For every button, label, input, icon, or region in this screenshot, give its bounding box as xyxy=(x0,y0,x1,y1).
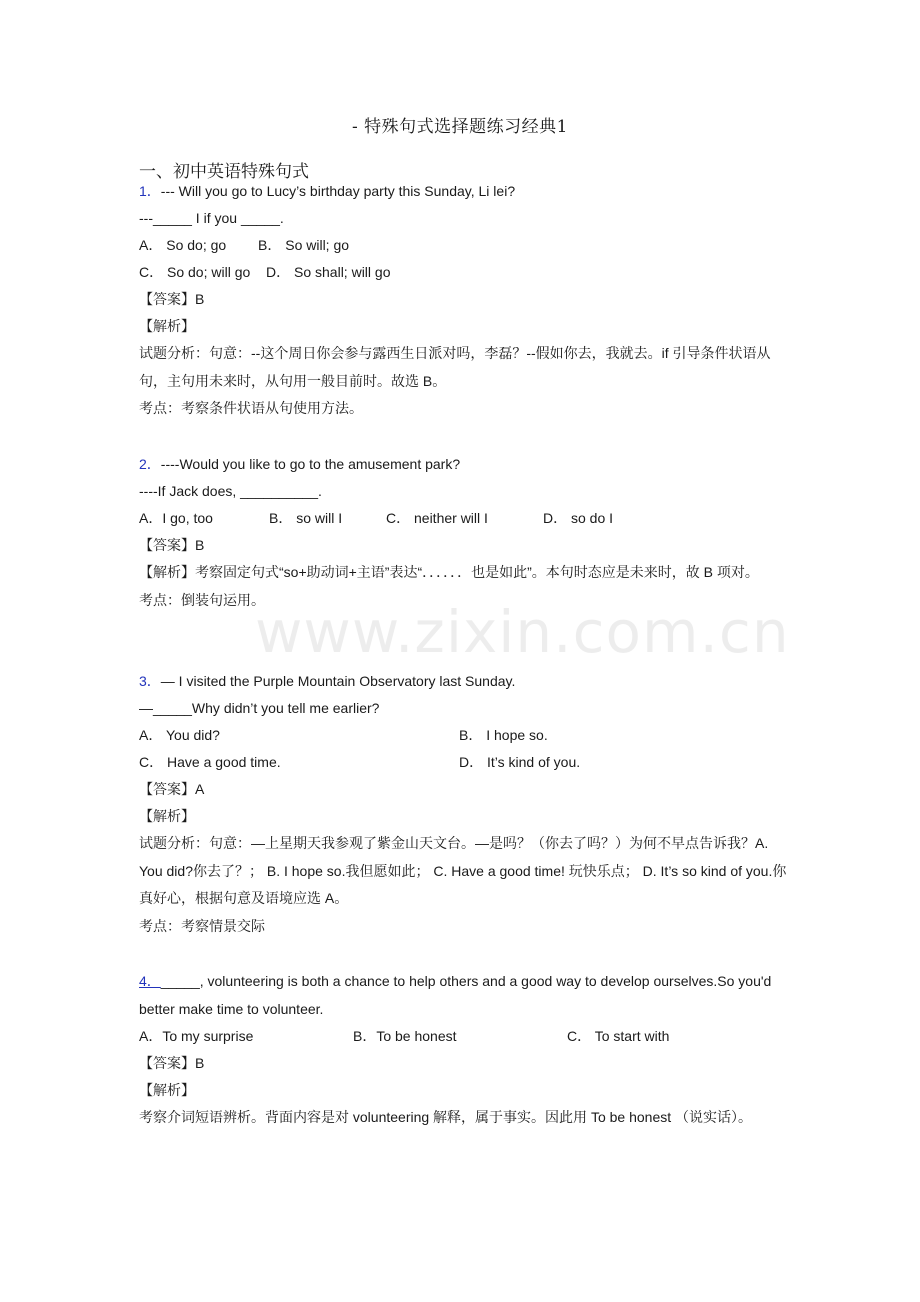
option-a: A．To my surprise xyxy=(139,1028,254,1044)
analysis-text: 【解析】考察固定句式“so+助动词+主语”表达“．．．．．．也是如此”。本句时态应是未来时，故 B 项对。 xyxy=(139,564,759,580)
analysis-label: 【解析】 xyxy=(139,808,195,824)
option-c: C． Have a good time. xyxy=(139,754,281,770)
analysis-text: 试题分析：句意：—上星期天我参观了紫金山天文台。—是吗？（你去了吗？）为何不早点告诉我？A. You did?你去了？； B. I hope so.我但愿如此； C. Have a good time! 玩快乐点； D. It’s so kind of you.你真好心，根据句意及语境应选 A。 xyxy=(139,835,787,906)
option-c: C． So do; will go xyxy=(139,264,251,280)
option-a: A． You did? xyxy=(139,727,220,743)
question-number: 3． xyxy=(139,673,161,689)
question-number: 1． xyxy=(139,183,161,199)
watermark: www.zixin.com.cn xyxy=(255,598,790,666)
option-b: B． I hope so. xyxy=(459,727,548,743)
question-reply: ---_____ I if you _____. xyxy=(139,210,284,226)
question-3 xyxy=(139,668,789,940)
question-text: _____, volunteering is both a chance to help others and a good way to develop ourselves.So you'd better make time to volunteer. xyxy=(139,973,772,1017)
analysis-text: 考察介词短语辨析。背面内容是对 volunteering 解释，属于事实。因此用 To be honest （说实话）。 xyxy=(139,1109,753,1125)
question-text: ----Would you like to go to the amusement park? xyxy=(160,456,461,472)
option-d: D． So shall; will go xyxy=(266,264,391,280)
answer: 【答案】A xyxy=(139,781,205,797)
section-heading: 一、初中英语特殊句式 xyxy=(139,162,309,182)
option-c: C． To start with xyxy=(567,1028,670,1044)
answer: 【答案】B xyxy=(139,291,205,307)
question-text: — I visited the Purple Mountain Observatory last Sunday. xyxy=(160,673,516,689)
analysis-label: 【解析】 xyxy=(139,318,195,334)
analysis-text: 试题分析：句意：--这个周日你会参与露西生日派对吗，李磊？--假如你去，我就去。if 引导条件状语从句，主句用未来时，从句用一般目前时。故选 B。 xyxy=(139,345,771,389)
answer: 【答案】B xyxy=(139,1055,205,1071)
question-number: 2． xyxy=(139,456,161,472)
answer: 【答案】B xyxy=(139,537,205,553)
page-title: - 特殊句式选择题练习经典1 xyxy=(352,117,568,137)
option-d: D． so do I xyxy=(543,510,614,526)
option-b: B． So will; go xyxy=(258,237,350,253)
analysis-label: 【解析】 xyxy=(139,1082,195,1098)
key-point: 考点：倒装句运用。 xyxy=(139,591,265,608)
question-2 xyxy=(139,451,789,614)
option-d: D． It’s kind of you. xyxy=(459,754,581,770)
key-point: 考点：考察条件状语从句使用方法。 xyxy=(139,400,363,416)
question-1 xyxy=(139,178,789,422)
option-a: A． So do; go xyxy=(139,237,227,253)
question-4 xyxy=(139,968,789,1132)
key-point: 考点：考察情景交际 xyxy=(139,917,265,934)
option-b: B． so will I xyxy=(269,510,343,526)
option-b: B．To be honest xyxy=(353,1028,457,1044)
question-text: --- Will you go to Lucy’s birthday party this Sunday, Li lei? xyxy=(160,183,516,199)
option-c: C． neither will I xyxy=(386,510,488,526)
question-reply: —_____Why didn’t you tell me earlier? xyxy=(139,700,380,716)
question-number[interactable]: 4． xyxy=(139,973,161,989)
option-a: A．I go, too xyxy=(139,510,213,526)
question-reply: ----If Jack does, __________. xyxy=(139,483,322,499)
